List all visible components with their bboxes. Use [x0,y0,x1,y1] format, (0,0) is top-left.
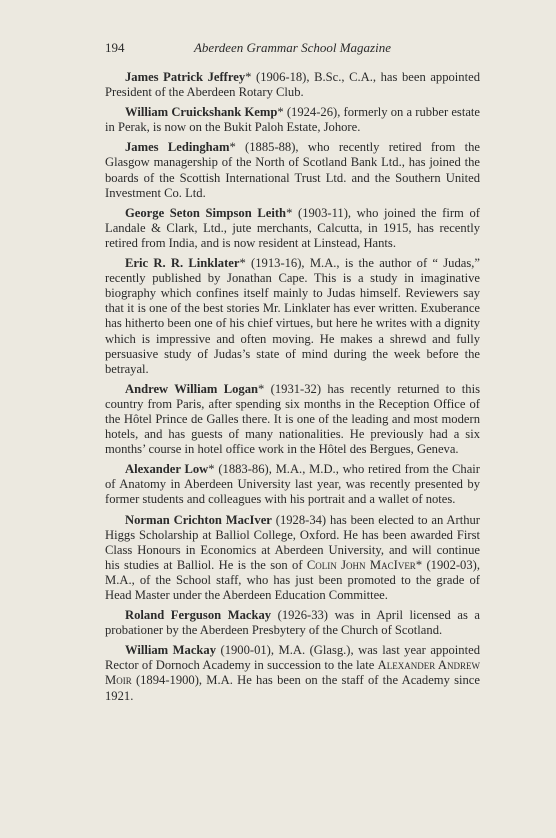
entry-text: * (1902-03), M.A., of the School staff, who has just been promoted to the grade of Head Master under the Aberdeen Education Committee. [105,557,480,602]
page-number: 194 [105,40,125,55]
entry-mackay-roland [105,608,480,638]
entry-leith [105,206,480,251]
entry-related-name: Alexander Andrew Moir [105,658,480,688]
entry-text: * (1906-18), B.Sc., C.A., has been appointed President of the Aberdeen Rotary Club. [105,70,480,100]
entry-text: * (1913-16), M.A., is the author of “ Judas,” recently published by Jonathan Cape. This is a study in imaginative biography which confines itself mainly to Judas himself. Reviewers say that it is one of the best stories Mr. Linklater has ever written. Exuberance has hitherto been one of his chief virtues, but here he writes with a dignity which is impressive and often moving. He makes a shrewd and fully persuasive study of Judas’s state of mind during the week before the betrayal. [105,256,481,376]
entry-text: (1928-34) has been elected to an Arthur Higgs Scholarship at Balliol College, Oxford. He has been awarded First Class Honours in Economics at Aberdeen University, and will continue his studies at Balliol. He is the son of [105,512,480,572]
entry-name: Andrew William Logan [125,381,259,396]
entry-kemp [105,105,480,135]
entry-text: (1926-33) was in April licensed as a probationer by the Aberdeen Presbytery of the Church of Scotland. [105,608,480,638]
entry-linklater [105,256,480,377]
entry-text: (1900-01), M.A. (Glasg.), was last year appointed Rector of Dornoch Academy in succession to the late [105,643,480,673]
entry-mackay-william [105,643,480,703]
entry-name: James Patrick Jeffrey [125,70,246,84]
entry-name: George Seton Simpson Leith [125,205,287,220]
entry-name: William Mackay [125,643,217,658]
entry-name: Alexander Low [125,462,209,477]
entry-related-name: Colin John MacIver [306,557,416,572]
notes-body [105,70,480,704]
entry-name: William Cruickshank Kemp [125,105,278,120]
running-head [105,40,480,62]
entry-low [105,462,480,507]
entry-name: Eric R. R. Linklater [125,256,240,271]
entry-jeffrey [105,70,480,100]
entry-name: Norman Crichton MacIver [125,512,272,527]
entry-text: * (1885-88), who recently retired from the Glasgow managership of the North of Scotland Bank Ltd., has joined the boards of the Scottish International Trust Ltd. and the Southern United Investment Co. Ltd. [105,140,481,200]
entry-text: * (1883-86), M.A., M.D., who retired from the Chair of Anatomy in Aberdeen University last year, was recently presented by former students and colleagues with his portrait and a wallet of notes. [105,462,480,507]
entry-name: James Ledingham [125,140,230,155]
entry-text: * (1931-32) has recently returned to this country from Paris, after spending six months in the Reception Office of the Hôtel Prince de Galles there. It is one of the leading and most modern hotels, and has guests of many nationalities. He previously had a six months’ course in hotel office work in the Hôtel des Bergues, Geneva. [105,381,481,457]
entry-ledingham [105,140,480,200]
entry-name: Roland Ferguson Mackay [125,608,272,623]
magazine-title: Aberdeen Grammar School Magazine [193,40,391,55]
entry-maciver [105,513,480,604]
entry-logan [105,382,480,457]
entry-text: * (1924-26), formerly on a rubber estate in Perak, is now on the Bukit Paloh Estate, Johore. [105,105,480,135]
entry-text: (1894-1900), M.A. He has been on the staff of the Academy since 1921. [105,673,480,703]
entry-text: * (1903-11), who joined the firm of Landale & Clark, Ltd., jute merchants, Calcutta, in 1915, has recently retired from India, and is now resident at Linstead, Hants. [105,205,480,250]
